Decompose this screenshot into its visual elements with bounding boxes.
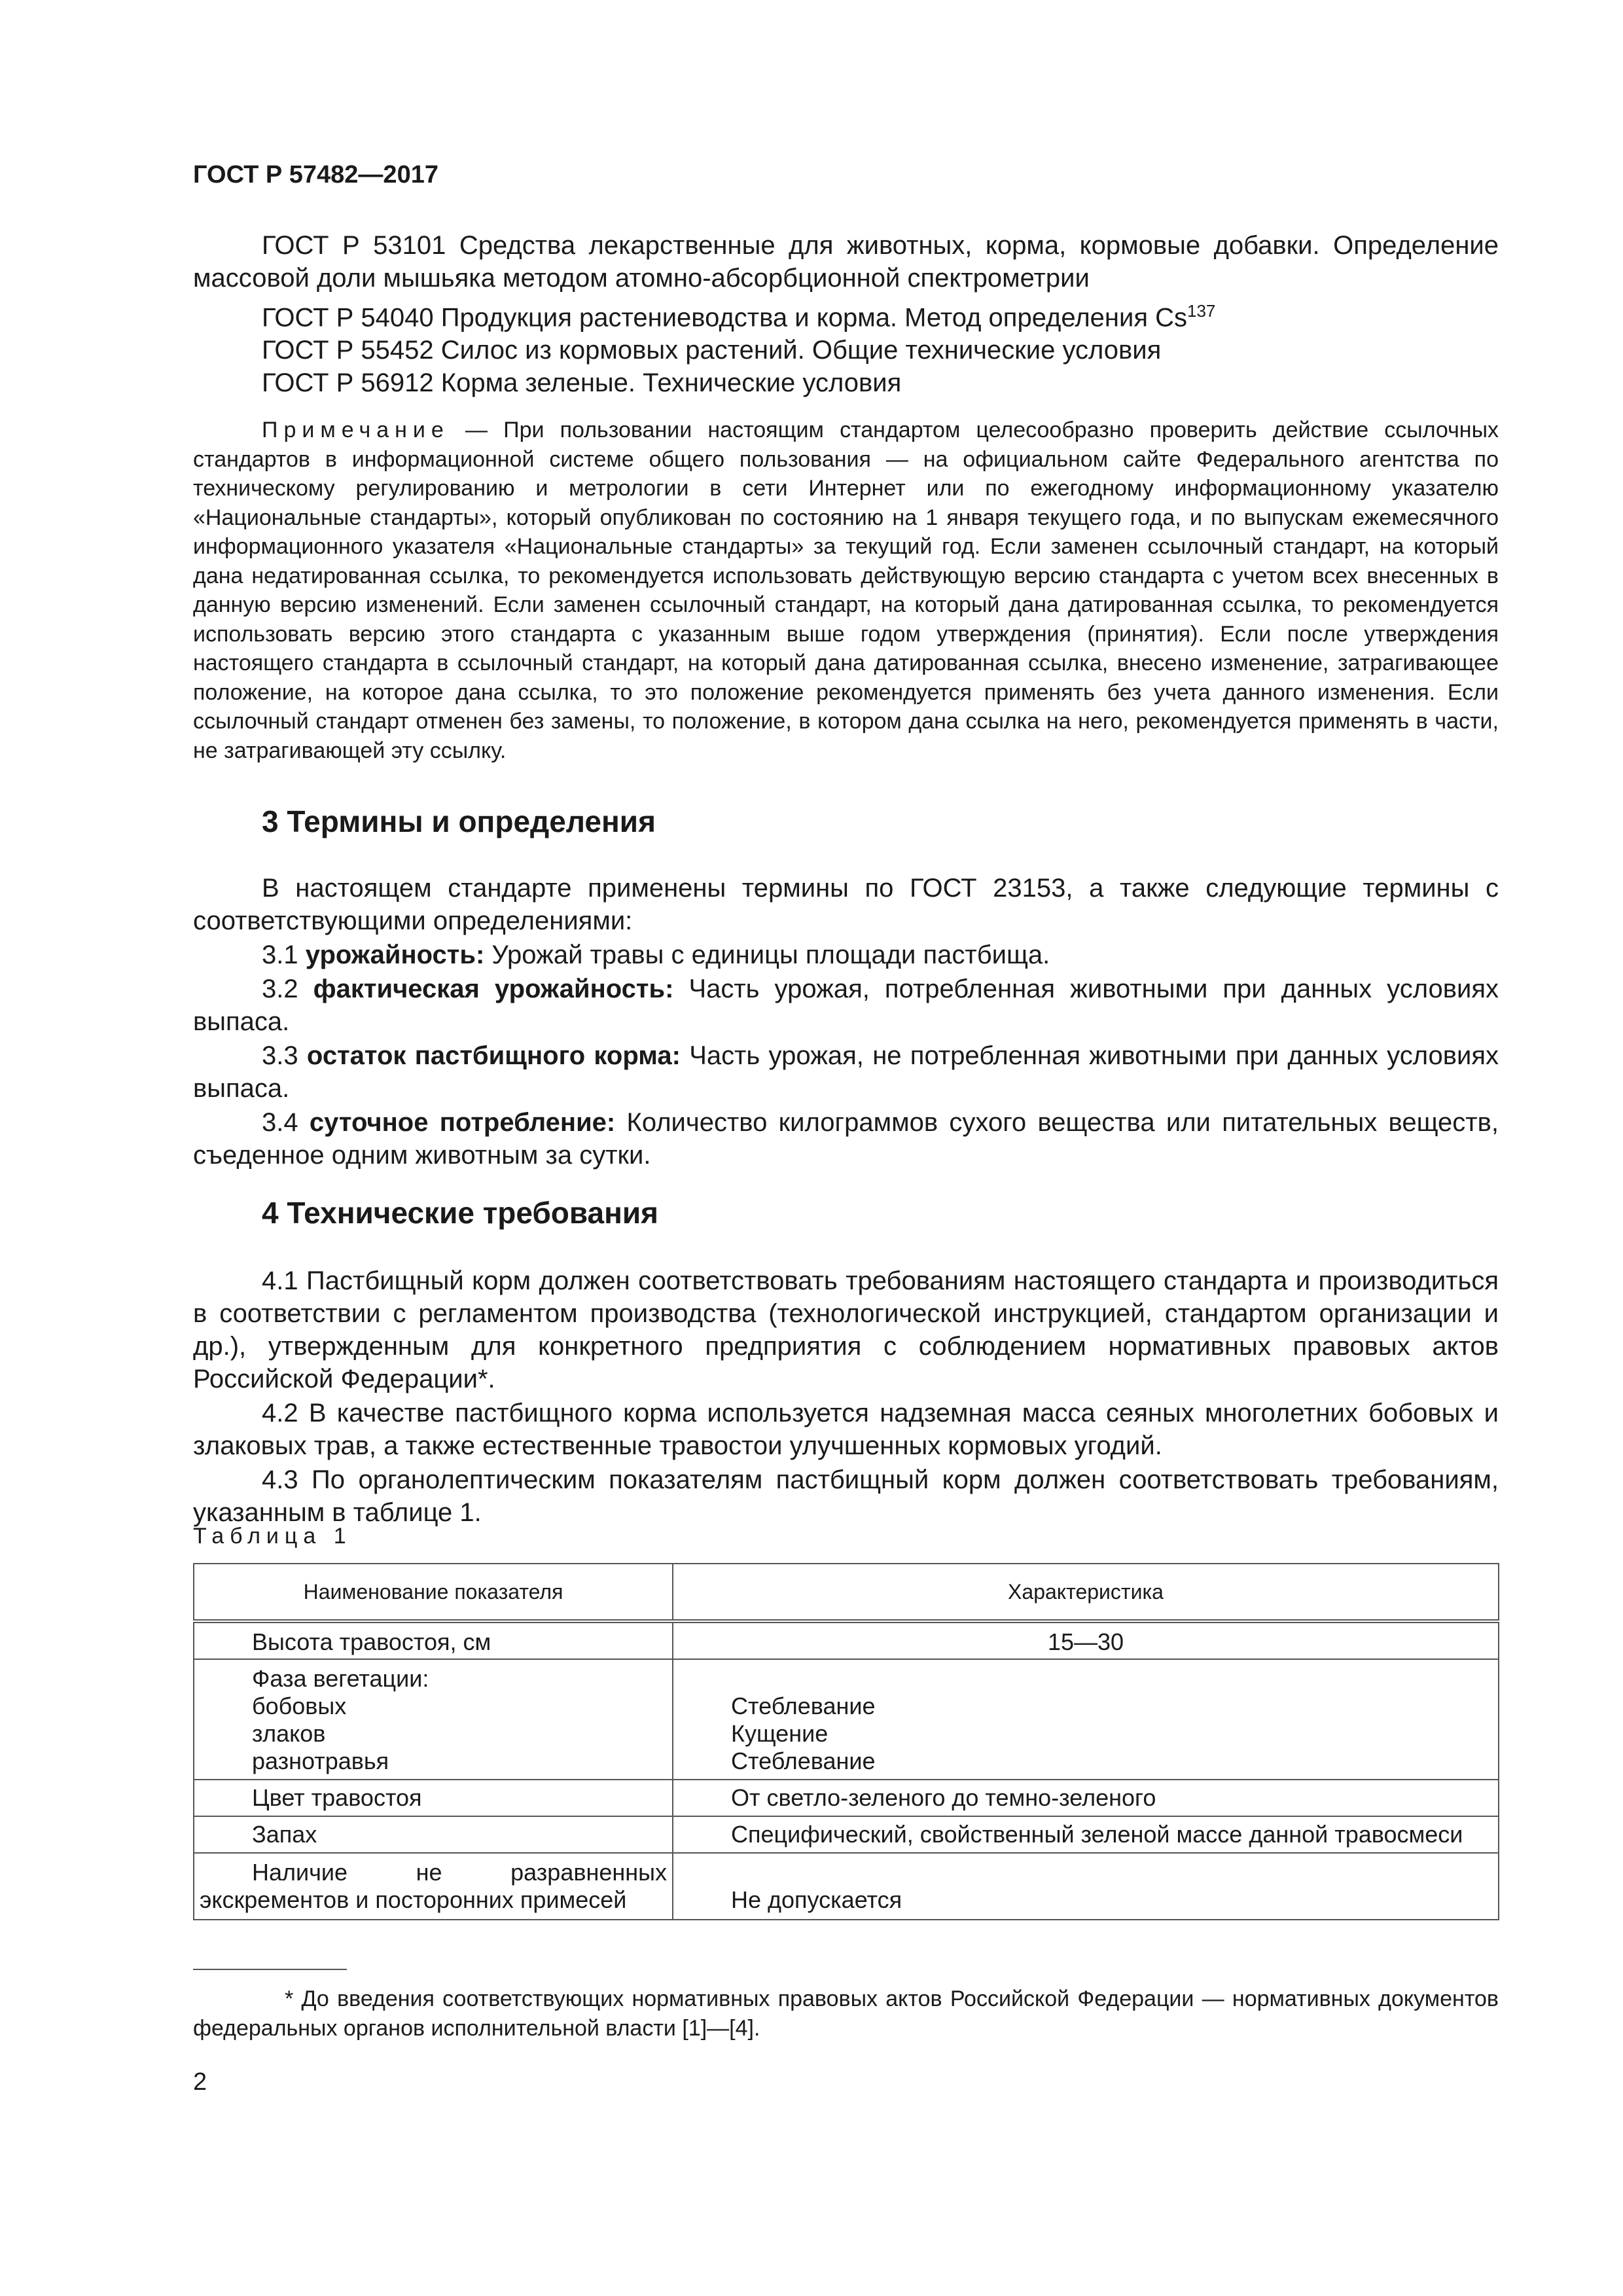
section-3-intro: В настоящем стандарте применены термины по ГОСТ 23153, а также следующие термины с соответствующими определениями: [193,874,1499,935]
row-name: Фаза вегетации: бобовых злаков разнотравья [194,1659,673,1780]
note-text: При пользовании настоящим стандартом целесообразно проверить действие ссылочных стандартов в информационной системе общего пользования — на официальном сайте Федерального агентства по техническому регулированию и метрологии в сети Интернет или по ежегодному информационному указателю «Национальные стандарты», который опубликован по состоянию на 1 января текущего года, и по выпускам ежемесячного информационного указателя «Национальные стандарты» за текущий год. Если заменен ссылочный стандарт, на который дана недатированная ссылка, то рекомендуется использовать действующую версию стандарта с учетом всех внесенных в данную версию изменений. Если заменен ссылочный стандарт, на который дана датированная ссылка, то рекомендуется использовать версию этого стандарта с указанным выше годом утверждения (принятия). Если после утверждения настоящего стандарта в ссылочный стандарт, на который дана датированная ссылка, внесено изменение, затрагивающее положение, на которое дана ссылка, то это положение рекомендуется применять без учета данного изменения. Если ссылочный стандарт отменен без замены, то положение, в котором дана ссылка на него, рекомендуется применять в части, не затрагивающей эту ссылку. [193,418,1499,763]
column-header: Наименование показателя [194,1564,673,1621]
table-header-row [194,1564,1499,1621]
table-1 [193,1563,1499,1920]
section-3-body [193,872,1499,1173]
table-row [194,1853,1499,1920]
footnote-separator [193,1969,347,1970]
row-value: 15—30 [673,1621,1499,1659]
table-row [194,1659,1499,1780]
table-label: Таблица 1 [193,1524,352,1549]
section-4-body [193,1265,1499,1530]
table-row [194,1621,1499,1659]
row-name: Наличие не разравненных экскрементов и посторонних примесей [194,1853,673,1920]
paragraph: 4.3 По органолептическим показателям пастбищный корм должен соответствовать требованиям, указанным в таблице 1. [193,1465,1499,1527]
column-header: Характеристика [673,1564,1499,1621]
paragraph: 4.1 Пастбищный корм должен соответствовать требованиям настоящего стандарта и производиться в соответствии с регламентом производства (технологической инструкцией, стандартом организации и др.), утвержденным для конкретного предприятия с соблюдением нормативных правовых актов Российской Федерации*. [193,1266,1499,1393]
section-4-title: 4 Технические требования [262,1196,658,1230]
footnote: * До введения соответствующих нормативных правовых актов Российской Федерации — нормативных документов федеральных органов исполнительной власти [1]—[4]. [193,1986,1499,2041]
section-3-title: 3 Термины и определения [262,804,656,838]
row-value: Специфический, свойственный зеленой массе данной травосмеси [673,1816,1499,1853]
note-label: Примечание [262,418,450,442]
row-name: Цвет травостоя [194,1780,673,1816]
term-item: 3.4 суточное потребление: Количество килограммов сухого вещества или питательных веществ, съеденное одним животным за сутки. [193,1108,1499,1170]
document-header: ГОСТ Р 57482—2017 [193,161,438,188]
reference-item: ГОСТ Р 55452 Силос из кормовых растений. Общие технические условия [262,336,1162,365]
table-row [194,1780,1499,1816]
row-value: Не допускается [673,1853,1499,1920]
table-row [194,1816,1499,1853]
note-block: Примечание — При пользовании настоящим стандартом целесообразно проверить действие ссылочных стандартов в информационной системе общего пользования — на официальном сайте Федерального агентства по техническому регулированию и метрологии в сети Интернет или по ежегодному информационному указателю «Национальные стандарты», который опубликован по состоянию на 1 января текущего года, и по выпускам ежемесячного информационного указателя «Национальные стандарты» за текущий год. Если заменен ссылочный стандарт, на который дана недатированная ссылка, то рекомендуется использовать действующую версию стандарта с учетом всех внесенных в данную версию изменений. Если заменен ссылочный стандарт, на который дана датированная ссылка, то рекомендуется использовать версию этого стандарта с указанным выше годом утверждения (принятия). Если после утверждения настоящего стандарта в ссылочный стандарт, на который дана датированная ссылка, внесено изменение, затрагивающее положение, на которое дана ссылка, то это положение рекомендуется применять без учета данного изменения. Если ссылочный стандарт отменен без замены, то положение, в котором дана ссылка на него, рекомендуется применять в части, не затрагивающей эту ссылку. [193,418,1499,763]
row-value: От светло-зеленого до темно-зеленого [673,1780,1499,1816]
reference-item: ГОСТ Р 54040 Продукция растениеводства и корма. Метод определения Cs$^{137}$ [262,301,1216,332]
term-item: 3.2 фактическая урожайность: Часть урожая, потребленная животными при данных условиях выпаса. [193,975,1499,1036]
reference-item: ГОСТ Р 53101 Средства лекарственные для животных, корма, кормовые добавки. Определение массовой доли мышьяка методом атомно-абсорбционной спектрометрии [193,231,1499,293]
row-name: Высота травостоя, см [194,1621,673,1659]
normative-references [193,229,1499,399]
row-name: Запах [194,1816,673,1853]
term-item: 3.1 урожайность: Урожай травы с единицы площади пастбища. [262,941,1050,969]
page-number: 2 [193,2068,207,2096]
reference-item: ГОСТ Р 56912 Корма зеленые. Технические условия [262,368,902,398]
row-value: Стеблевание Кущение Стеблевание [673,1659,1499,1780]
term-item: 3.3 остаток пастбищного корма: Часть урожая, не потребленная животными при данных условиях выпаса. [193,1041,1499,1103]
paragraph: 4.2 В качестве пастбищного корма используется надземная масса сеяных многолетних бобовых и злаковых трав, а также естественные травостои улучшенных кормовых угодий. [193,1399,1499,1460]
